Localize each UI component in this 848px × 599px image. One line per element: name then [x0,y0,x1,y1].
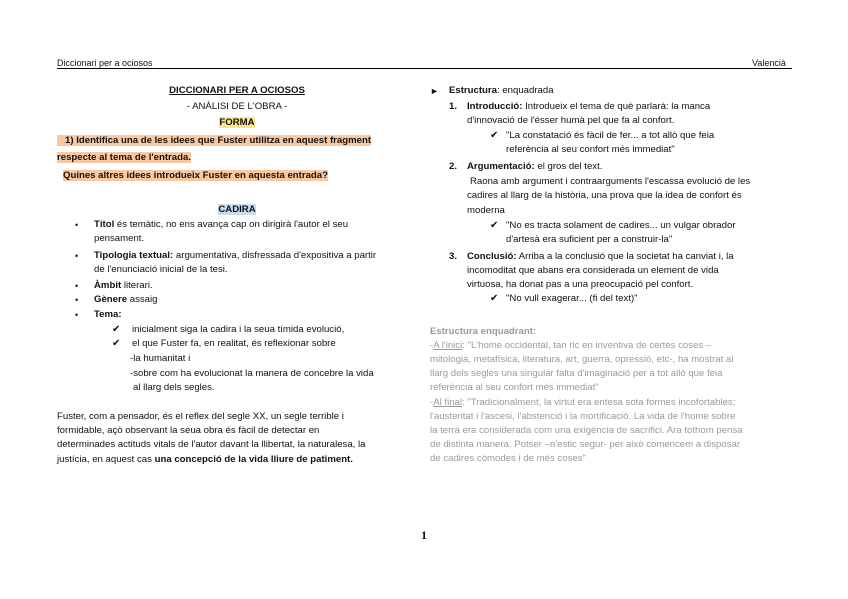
check-icon: ✔ [490,220,499,231]
inici-line: llarg dels segles una singular falta d'imaginació per a tot allò que feia [430,368,723,379]
page-number: 1 [421,528,427,542]
list-item-text: és temàtic, no ens avança cap on dirigirà l'autor el seu [114,219,349,230]
arg-quote-b: d'artesà era suficient per a construir-la" [506,234,673,245]
bullet-dot: • [75,295,79,305]
conc-label: Conclusió: [467,251,517,262]
conc-number: 3. [449,251,458,262]
intro-text: Introdueix el tema de què parlarà: la manca [522,101,711,112]
conc-line-c: virtuosa, ha donat pas a una preocupació pel confort. [467,279,694,290]
question-1-line-c [63,169,328,183]
cadira-heading [57,203,417,217]
question-1-text-b: respecte al tema de l'entrada. [57,152,191,163]
intro-quote-a: "La constatació és fàcil de fer... a tot allò que feia [506,130,715,141]
arg-line-c: cadires al llarg de la història, una prova que la idea de confort és [467,190,742,201]
list-item-label: Gènere [94,294,128,305]
intro-label: Introducció: [467,101,523,112]
check-icon: ✔ [490,130,499,141]
intro-line-a [467,100,710,114]
arrow-bullet-icon: ► [430,86,439,96]
inici-dash: - [430,340,434,351]
inici-label: A l'inici [433,340,463,351]
intro-number: 1. [449,101,458,112]
tema-sub-2: -sobre com ha evolucionat la manera de concebre la vida [130,368,374,379]
estructura-text: : enquadrada [496,85,554,96]
paragraph-text: justícia, en aquest cas [57,454,155,465]
arg-number: 2. [449,161,458,172]
final-line: la terra era considerada com una exigència de sacrifici. Ara tothom pensa [430,425,743,436]
list-item-text: argumentativa, disfressada d'expositiva a partir [173,250,377,261]
running-header-language: Valencià [752,58,786,68]
inici-line-0 [430,339,800,353]
paragraph-emphasis: una concepció de la vida lliure de patiment. [154,454,353,465]
arg-text: el gros del text. [534,161,603,172]
intro-line-b: d'innovació de l'ésser humà pel que fa al confort. [467,115,675,126]
arg-line-a [467,160,602,174]
arg-line-b: Raona amb argument i contraarguments l'escassa evolució de les [470,176,751,187]
list-item-label: Tipologia textual: [94,250,174,261]
bullet-dot: • [75,310,79,320]
check-icon: ✔ [112,324,121,335]
final-label: Al final [433,397,462,408]
list-item-tipologia [94,249,424,277]
document-subtitle: - ANÀLISI DE L'OBRA - [186,101,288,112]
estructura-enquadrant-title: Estructura enquadrant: [430,326,537,337]
list-item-text: literari. [121,280,153,291]
check-icon: ✔ [490,293,499,304]
question-1-line-b [57,151,191,165]
paragraph-line: Fuster, com a pensador, és el reflex del segle XX, un segle terrible i [57,411,344,422]
check-icon: ✔ [112,338,121,349]
question-number: 1) [65,135,74,146]
arg-line-d: moderna [467,205,505,216]
forma-label: FORMA [219,117,255,128]
question-1-text-c: Quines altres idees introdueix Fuster en aquesta entrada? [63,170,328,181]
bullet-dot: • [75,220,79,230]
question-1-line-a [57,134,417,148]
final-text: : "Tradicionalment, la virtut era entesa sota formes incofortables: [462,397,736,408]
list-item-label: Títol [94,219,115,230]
header-rule [57,68,792,69]
list-item-titol [94,218,424,246]
tema-sub-3: al llarg dels segles. [133,382,215,393]
inici-text: : "L'home occidental, tan ric en inventiva de certes coses – [462,340,712,351]
conc-line-b: incomoditat que abans era considerada un element de vida [467,265,719,276]
arg-label: Argumentació: [467,161,535,172]
question-1-text-a: Identifica una de les idees que Fuster utilitza en aquest fragment [76,135,372,146]
estructura-line [449,84,554,98]
inici-line: referència al seu confort més immediat" [430,382,599,393]
list-item-tema: Tema: [94,309,122,320]
final-line: l'austeritat i l'ascesi, l'abstenció i la mortificació. La vida de l'home sobre [430,411,736,422]
list-item-text-cont: pensament. [94,233,145,244]
inici-line: mitologia, metafísica, literatura, art, guerra, opressió, etc-, ha mostrat al [430,354,734,365]
list-item-text: assaig [127,294,158,305]
cadira-label: CADIRA [218,204,256,215]
tema-check-2: el que Fuster fa, en realitat, és reflexionar sobre [132,338,336,349]
list-item-label: Àmbit [94,280,122,291]
conc-line-a [467,250,734,264]
arg-quote-a: "No es tracta solament de cadires... un vulgar obrador [506,220,736,231]
list-item-ambit [94,279,153,293]
paragraph-line: determinades actituds vitals de l'autor davant la llibertat, la naturalesa, la [57,439,366,450]
estructura-label: Estructura [449,85,497,96]
list-item-text-cont: de l'enunciació inicial de la tesi. [94,264,228,275]
paragraph-line-last [57,453,353,467]
document-title: DICCIONARI PER A OCIOSOS [169,85,305,96]
conc-quote: "No vull exagerar... (fi del text)" [506,293,638,304]
forma-heading [57,116,417,130]
running-header-title: Diccionari per a ociosos [57,58,153,68]
final-line: de distinta manera. Potser –n'estic segur- per això comencem a disposar [430,439,741,450]
tema-check-1: inicialment siga la cadira i la seua tímida evolució, [132,324,345,335]
question-1-highlight-a [57,135,371,146]
final-dash: - [430,397,434,408]
list-item-genere [94,293,157,307]
bullet-dot: • [75,251,79,261]
paragraph-line: formidable, açò observant la seua obra és fàcil de detectar en [57,425,320,436]
final-line: de cadires còmodes i de més coses" [430,453,586,464]
bullet-dot: • [75,281,79,291]
intro-quote-b: referència al seu confort més immediat" [506,144,675,155]
conc-text: Arriba a la conclusió que la societat ha canviat i, la [516,251,734,262]
final-line-0 [430,396,735,410]
tema-sub-1: -la humanitat i [130,353,191,364]
